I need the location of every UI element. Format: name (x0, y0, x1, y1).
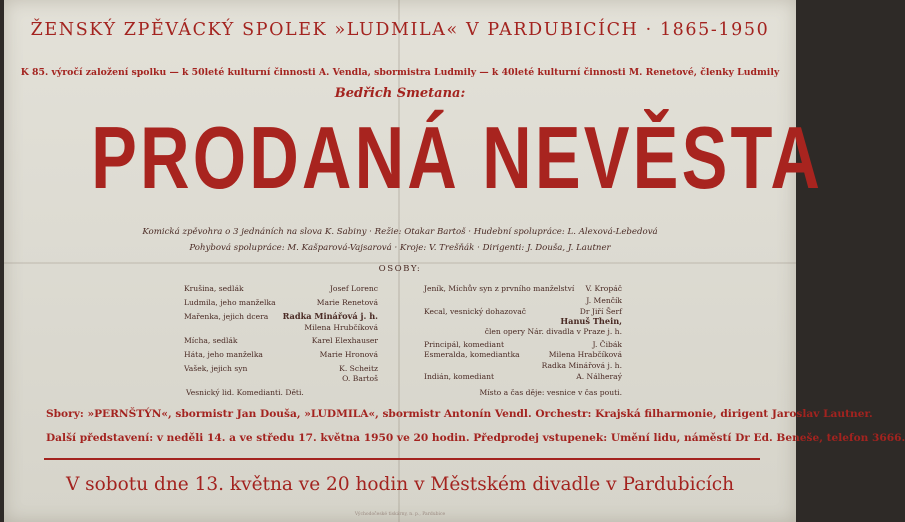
cast-role: Mícha, sedlák (184, 336, 238, 345)
cast-actor: Marie Renetová (316, 298, 378, 307)
cast-role: Ludmila, jeho manželka (184, 298, 276, 307)
cast-actor: O. Bartoš (342, 374, 378, 383)
credits-line-2: Pohybová spolupráce: M. Kašparová-Vajsarová · Kroje: V. Trešňák · Dirigenti: J. Douša, J. Lautner (189, 243, 611, 253)
cast-actor: Milena Hrubčíková (304, 323, 378, 332)
printer-imprint: Východočeské tiskárny, n. p., Pardubice (354, 512, 446, 517)
cast-role: Indián, komediant (424, 372, 495, 381)
cast-actor: K. Scheitz (339, 364, 378, 373)
cast-role: Principál, komediant (424, 340, 505, 349)
cast-role: Krušina, sedlák (184, 284, 244, 293)
cast-actor: Hanuš Thein, (560, 316, 622, 326)
cast-role: Esmeralda, komediantka (424, 350, 520, 359)
cast-role: Vašek, jejich syn (184, 364, 248, 373)
place-and-time: Místo a čas děje: vesnice v čas pouti. (479, 388, 622, 397)
cast-chorus: Vesnický lid. Komedianti. Děti. (186, 388, 304, 397)
cast-heading: OSOBY: (378, 264, 422, 274)
cast-actor: V. Kropáč (585, 284, 622, 293)
cast-actor: Marie Hronová (319, 350, 378, 359)
cast-actor: Radka Minářová j. h. (282, 311, 378, 321)
cast-actor: Josef Lorenc (329, 284, 378, 293)
cast-actor: Milena Hrabčíková (548, 350, 622, 359)
cast-role: Jeník, Míchův syn z prvního manželství (424, 284, 575, 293)
composer: Bedřich Smetana: (334, 86, 466, 101)
choirs-orchestra-line: Sbory: »PERNŠTÝN«, sbormistr Jan Douša, »LUDMILA«, sbormistr Antonín Vendl. Orchestr: Krajská filharmonie, dirigent Jaroslav Lautner. (46, 408, 873, 420)
jubilee-line: K 85. výročí založení spolku — k 50leté kulturní činnosti A. Vendla, sbormistra Ludmily — k 40leté kulturní činnosti M. Renetové, členky Ludmily (20, 67, 780, 78)
cast-actor: Karel Elexhauser (311, 336, 378, 345)
cast-actor: A. Nálheraý (576, 372, 622, 381)
opera-title: PRODANÁ NEVĚSTA (91, 108, 824, 207)
cast-role: Háta, jeho manželka (184, 350, 263, 359)
cast-actor: Dr Jiří Šerf (579, 307, 622, 316)
cast-role: Mařenka, jejich dcera (184, 312, 269, 321)
poster (4, 0, 905, 522)
divider-rule (44, 458, 760, 460)
performance-date: V sobotu dne 13. května ve 20 hodin v Městském divadle v Pardubicích (65, 474, 735, 495)
cast-actor-note: člen opery Nár. divadla v Praze j. h. (484, 327, 622, 336)
cast-actor: J. Menčík (586, 296, 622, 305)
cast-actor: Radka Minářová j. h. (541, 361, 622, 370)
credits-line-1: Komická zpěvohra o 3 jednáních na slova K. Sabiny · Režie: Otakar Bartoš · Hudební spolupráce: L. Alexová-Lebedová (142, 227, 658, 237)
society-heading: ŽENSKÝ ZPĚVÁCKÝ SPOLEK »LUDMILA« V PARDUBICÍCH · 1865-1950 (30, 20, 770, 40)
cast-role: Kecal, vesnický dohazovač (424, 307, 527, 316)
further-performances-line: Další představení: v neděli 14. a ve středu 17. května 1950 ve 20 hodin. Předprodej vstupenek: Umění lidu, náměstí Dr Ed. Beneše, telefon 3666. (46, 432, 905, 444)
cast-actor: J. Čibák (592, 340, 622, 349)
